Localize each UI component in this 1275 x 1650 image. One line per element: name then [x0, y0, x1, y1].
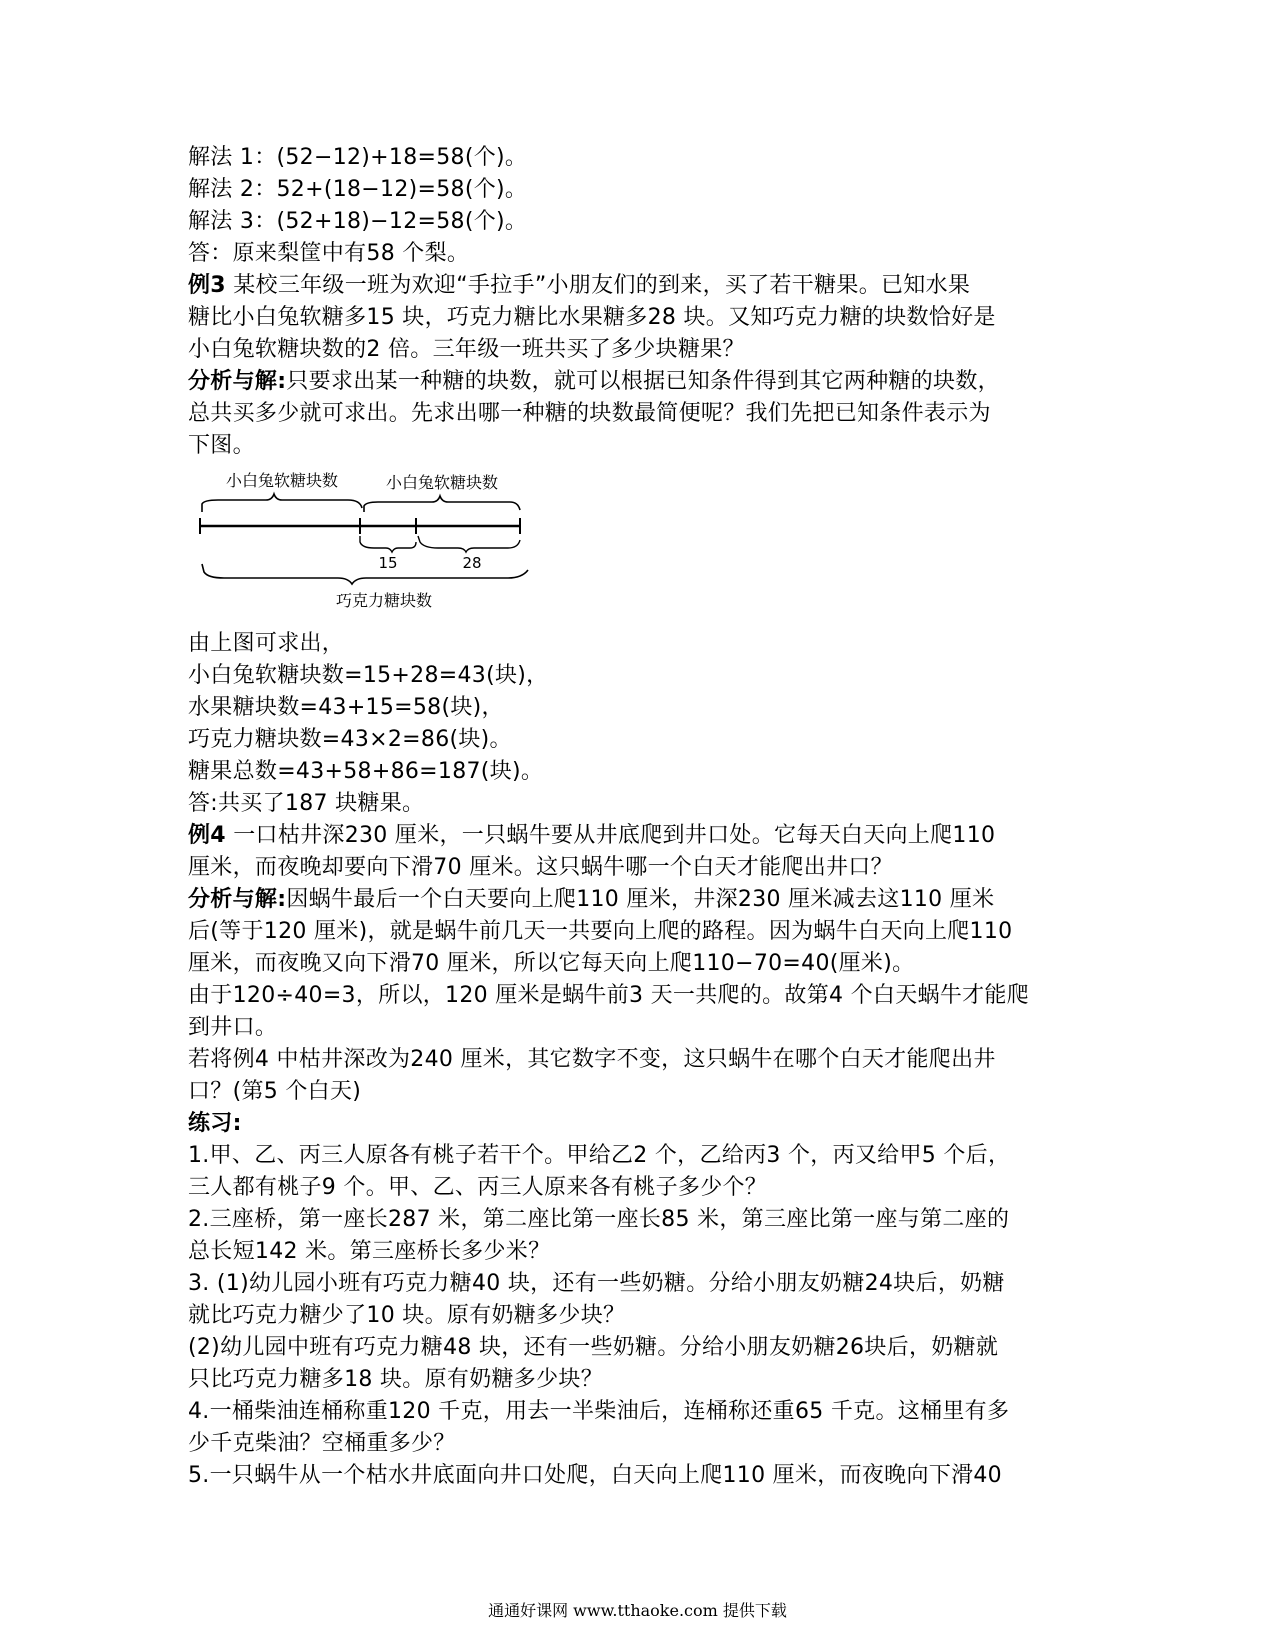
analysis-4-line-5: 到井口。: [188, 1015, 278, 1040]
brace-28: [418, 536, 520, 552]
label-bottom: 巧克力糖块数: [335, 591, 433, 610]
label-15: 15: [378, 554, 398, 572]
analysis-4-line-6: 若将例4 中枯井深改为240 厘米，其它数字不变，这只蜗牛在哪个白天才能爬出井: [188, 1047, 996, 1072]
diagram-svg: [188, 464, 548, 624]
analysis-3-line-1: [188, 366, 1088, 398]
practice-line: (2)幼儿园中班有巧克力糖48 块，还有一些奶糖。分给小朋友奶糖26块后，奶糖就: [188, 1335, 999, 1360]
practice-heading: 练习:: [188, 1111, 242, 1136]
practice-line: 5.一只蜗牛从一个枯水井底面向井口处爬，白天向上爬110 厘米，而夜晚向下滑40: [188, 1463, 1002, 1488]
practice-line: 1.甲、乙、丙三人原各有桃子若干个。甲给乙2 个，乙给丙3 个，丙又给甲5 个后，: [188, 1143, 1011, 1168]
solution-3-answer: 答:共买了187 块糖果。: [188, 791, 425, 816]
practice-line: 2.三座桥，第一座长287 米，第二座比第一座长85 米，第三座比第一座与第二座的: [188, 1207, 1010, 1232]
practice-line: 三人都有桃子9 个。甲、乙、丙三人原来各有桃子多少个？: [188, 1175, 768, 1200]
solution-method-1: 解法 1：(52−12)+18=58(个)。: [188, 145, 528, 170]
practice-line: 4.一桶柴油连桶称重120 千克，用去一半柴油后，连桶称还重65 千克。这桶里有多: [188, 1399, 1010, 1424]
brace-left-top: [202, 494, 362, 512]
solution-3-line-3: 水果糖块数=43+15=58(块)，: [188, 695, 504, 720]
practice-line: 3. (1)幼儿园小班有巧克力糖40 块，还有一些奶糖。分给小朋友奶糖24块后，奶糖: [188, 1271, 1005, 1296]
analysis-4-line-3: 厘米，而夜晚又向下滑70 厘米，所以它每天向上爬110−70=40(厘米)。: [188, 951, 915, 976]
analysis-3-text: 只要求出某一种糖的块数，就可以根据已知条件得到其它两种糖的块数，: [286, 369, 1000, 394]
example-4-text: 一口枯井深230 厘米，一只蜗牛要从井底爬到井口处。它每天白天向上爬110: [225, 823, 996, 848]
analysis-3-line-2: 总共买多少就可求出。先求出哪一种糖的块数最简便呢？我们先把已知条件表示为: [188, 401, 991, 426]
brace-right-top: [364, 496, 520, 512]
analysis-4-line-4: 由于120÷40=3，所以，120 厘米是蜗牛前3 天一共爬的。故第4 个白天蜗牛才能爬: [188, 983, 1030, 1008]
analysis-4-line-1: [188, 884, 1088, 916]
page-footer: 通通好课网 www.tthaoke.com 提供下载: [488, 1601, 787, 1620]
label-right-top: 小白兔软糖块数: [385, 473, 499, 492]
example-4-label: 例4: [188, 823, 226, 848]
example-4-line-1: [188, 820, 1088, 852]
solution-method-2: 解法 2：52+(18−12)=58(个)。: [188, 177, 528, 202]
answer-pears: 答：原来梨筐中有58 个梨。: [188, 241, 470, 266]
example-3-line-3: 小白兔软糖块数的2 倍。三年级一班共买了多少块糖果？: [188, 337, 745, 362]
solution-3-line-5: 糖果总数=43+58+86=187(块)。: [188, 759, 544, 784]
label-left-top: 小白兔软糖块数: [225, 471, 339, 490]
document-body: [188, 142, 1088, 1492]
example-3-line-1: [188, 270, 1088, 302]
practice-line: 就比巧克力糖少了10 块。原有奶糖多少块？: [188, 1303, 626, 1328]
example-3-label: 例3: [188, 273, 226, 298]
example-3-text: 某校三年级一班为欢迎“手拉手”小朋友们的到来，买了若干糖果。已知水果: [225, 273, 971, 298]
example-3-line-2: 糖比小白兔软糖多15 块，巧克力糖比水果糖多28 块。又知巧克力糖的块数恰好是: [188, 305, 996, 330]
practice-line: 总长短142 米。第三座桥长多少米？: [188, 1239, 551, 1264]
label-28: 28: [462, 554, 482, 572]
analysis-4-line-2: 后(等于120 厘米)，就是蜗牛前几天一共要向上爬的路程。因为蜗牛白天向上爬110: [188, 919, 1013, 944]
analysis-3-label: 分析与解:: [188, 369, 287, 394]
solution-3-line-4: 巧克力糖块数=43×2=86(块)。: [188, 727, 512, 752]
solution-3-line-2: 小白兔软糖块数=15+28=43(块)，: [188, 663, 549, 688]
analysis-4-line-7: 口？(第5 个白天): [188, 1079, 362, 1104]
analysis-3-line-3: 下图。: [188, 433, 255, 458]
solution-method-3: 解法 3：(52+18)−12=58(个)。: [188, 209, 528, 234]
example-4-line-2: 厘米，而夜晚却要向下滑70 厘米。这只蜗牛哪一个白天才能爬出井口？: [188, 855, 893, 880]
line-segment-diagram: [188, 464, 1088, 624]
analysis-4-label: 分析与解:: [188, 887, 287, 912]
solution-3-line-1: 由上图可求出，: [188, 631, 345, 656]
brace-15: [360, 536, 416, 552]
analysis-4-text: 因蜗牛最后一个白天要向上爬110 厘米，井深230 厘米减去这110 厘米: [286, 887, 995, 912]
practice-line: 只比巧克力糖多18 块。原有奶糖多少块？: [188, 1367, 603, 1392]
practice-line: 少千克柴油？空桶重多少？: [188, 1431, 456, 1456]
